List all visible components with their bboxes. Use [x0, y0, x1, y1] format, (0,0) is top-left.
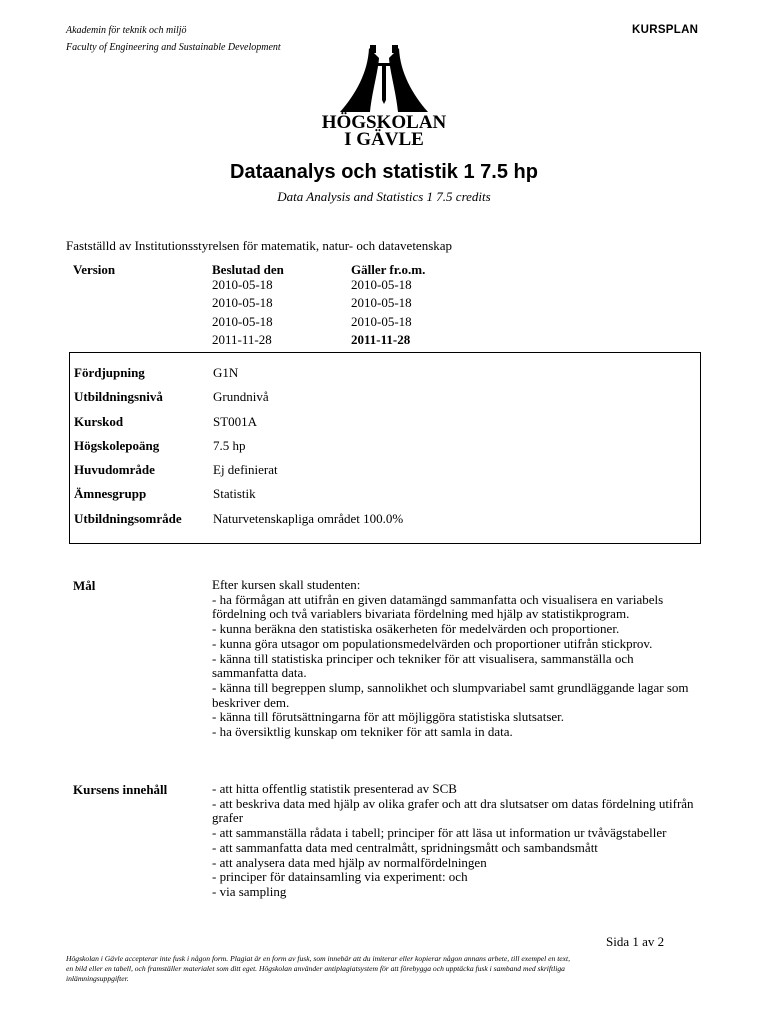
logo-text-line1: HÖGSKOLAN — [321, 112, 447, 133]
page-number: Sida 1 av 2 — [606, 934, 665, 949]
info-value: ST001A — [213, 414, 258, 429]
decided-date: 2011-11-28 — [212, 332, 272, 347]
document-type: KURSPLAN — [632, 24, 699, 36]
academy-sv: Akademin för teknik och miljö — [66, 25, 187, 36]
valid-from-date: 2010-05-18 — [351, 314, 412, 329]
goals-line: fördelning och två variablers bivariata fördelning med hjälp av statistikprogram. — [212, 606, 630, 622]
goals-label: Mål — [73, 578, 96, 593]
content-line: grafer — [212, 810, 244, 826]
goals-line: Efter kursen skall studenten: — [212, 577, 361, 592]
content-label: Kursens innehåll — [73, 782, 168, 797]
info-label: Huvudområde — [74, 462, 155, 477]
goals-text — [212, 578, 712, 740]
course-title: Dataanalys och statistik 1 7.5 hp — [230, 161, 538, 183]
info-value: Grundnivå — [213, 389, 269, 404]
content-line: - att analysera data med hjälp av normalfördelningen — [212, 854, 487, 870]
goals-line: - känna till statistiska principer och tekniker för att visualisera, sammanställa och — [212, 650, 634, 666]
decided-date: 2010-05-18 — [212, 314, 273, 329]
footer-line: en bild eller en tabell, och framställer materialet som ditt eget. Högskolan använder antiplagiatsystem för att förebygga och upptäcka fusk i samband med skriftliga — [66, 964, 565, 973]
valid-from-header: Gäller fr.o.m. — [351, 262, 426, 277]
info-label: Fördjupning — [74, 365, 145, 380]
info-value: Ej definierat — [213, 462, 278, 477]
info-label: Högskolepoäng — [74, 438, 160, 453]
decided-date: 2010-05-18 — [212, 277, 273, 292]
version-header: Version — [73, 262, 116, 277]
goals-line: beskriver dem. — [212, 694, 290, 710]
course-subtitle: Data Analysis and Statistics 1 7.5 credits — [277, 189, 491, 204]
content-line: - att beskriva data med hjälp av olika grafer och att dra slutsatser om datas fördelning utifrån — [212, 795, 694, 811]
content-line: - principer för datainsamling via experiment: och — [212, 869, 468, 885]
info-value: Naturvetenskapliga området 100.0% — [213, 511, 404, 526]
footer-line: inlämningsuppgifter. — [66, 974, 129, 983]
goals-line: - kunna beräkna den statistiska osäkerheten för medelvärden och proportioner. — [212, 621, 620, 637]
goals-line: - ha förmågan att utifrån en given datamängd sammanfatta och visualisera en variabels — [212, 591, 664, 607]
valid-from-date: 2010-05-18 — [351, 295, 412, 310]
content-line: - att hitta offentlig statistik presenterad av SCB — [212, 781, 457, 796]
goals-line: - kunna göra utsagor om populationsmedelvärden och proportioner utifrån stickprov. — [212, 635, 653, 651]
valid-from-date-current: 2011-11-28 — [351, 332, 411, 347]
goals-line: sammanfatta data. — [212, 665, 307, 681]
info-value: Statistik — [213, 486, 256, 501]
footer-line: Högskolan i Gävle accepterar inte fusk i någon form. Plagiat är en form av fusk, som innebär att du imiterar eller kopierar någon annans arbete, till exempel en text, — [66, 954, 571, 963]
info-value: G1N — [213, 365, 239, 380]
logo-text-line2: I GÄVLE — [344, 129, 424, 150]
valid-from-date: 2010-05-18 — [351, 277, 412, 292]
goals-line: - känna till begreppen slump, sannolikhet och slumpvariabel samt grundläggande lagar som — [212, 679, 689, 695]
goals-line: - ha översiktlig kunskap om tekniker för att samla in data. — [212, 724, 513, 740]
goals-line: - känna till förutsättningarna för att möjliggöra statistiska slutsatser. — [212, 709, 565, 725]
content-line: - att sammanställa rådata i tabell; principer för att läsa ut information ur tvåvägstabeller — [212, 825, 667, 841]
info-label: Utbildningsområde — [74, 511, 182, 526]
decided-header: Beslutad den — [212, 262, 284, 277]
info-label: Utbildningsnivå — [74, 389, 163, 404]
plagiarism-footer — [66, 954, 706, 984]
info-label: Kurskod — [74, 414, 124, 429]
info-label: Ämnesgrupp — [74, 486, 147, 501]
info-value: 7.5 hp — [213, 438, 246, 453]
decided-date: 2010-05-18 — [212, 295, 273, 310]
established-by: Fastställd av Institutionsstyrelsen för matematik, natur- och datavetenskap — [66, 238, 453, 253]
content-text — [212, 782, 712, 900]
hogskolan-logo-icon — [336, 44, 432, 114]
content-line: - att sammanfatta data med centralmått, spridningsmått och sambandsmått — [212, 839, 598, 855]
academy-en: Faculty of Engineering and Sustainable Development — [66, 42, 281, 53]
content-line: - via sampling — [212, 883, 287, 899]
